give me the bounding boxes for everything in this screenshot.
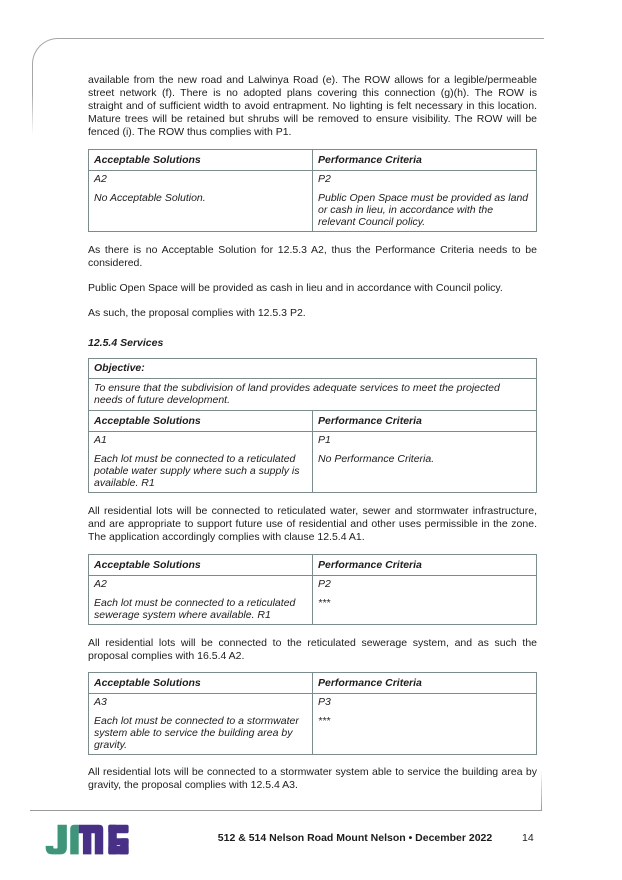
section-heading-services: 12.5.4 Services bbox=[88, 337, 164, 349]
sewerage-assessment-table bbox=[88, 554, 537, 625]
column-header-performance-criteria: Performance Criteria bbox=[313, 150, 537, 171]
footer-separator-line bbox=[30, 810, 542, 811]
solution-code: A2 bbox=[94, 173, 107, 185]
acceptable-solution-cell bbox=[89, 432, 313, 493]
performance-criteria-cell bbox=[313, 171, 537, 232]
acceptable-solution-cell bbox=[89, 171, 313, 232]
paragraph-water-infrastructure: All residential lots will be connected to reticulated water, sewer and stormwater infrastructure, and are appropriate to support future use of residential and other uses permissible in the zone. The application accordingly complies with clause 12.5.4 A1. bbox=[88, 505, 537, 543]
criteria-text: *** bbox=[318, 597, 331, 609]
page-number: 14 bbox=[522, 832, 534, 844]
footer-document-reference: 512 & 514 Nelson Road Mount Nelson • December 2022 bbox=[217, 832, 493, 844]
table-header-row bbox=[89, 150, 537, 171]
solution-text: Each lot must be connected to a stormwater system able to service the building area by gravity. bbox=[94, 715, 299, 751]
performance-criteria-cell bbox=[313, 576, 537, 625]
column-header-acceptable-solutions: Acceptable Solutions bbox=[89, 555, 313, 576]
performance-criteria-cell bbox=[313, 694, 537, 755]
page-frame-right-border bbox=[541, 770, 542, 810]
paragraph-pos-cash-in-lieu: Public Open Space will be provided as cash in lieu and in accordance with Council policy. bbox=[88, 282, 503, 294]
page-content bbox=[88, 74, 537, 792]
solution-code: A3 bbox=[94, 696, 107, 708]
criteria-code: P1 bbox=[318, 434, 331, 446]
criteria-text: *** bbox=[318, 715, 331, 727]
jmg-logo bbox=[44, 821, 132, 859]
objective-text-row bbox=[89, 379, 537, 411]
services-objective-table bbox=[88, 358, 537, 493]
stormwater-assessment-table bbox=[88, 672, 537, 755]
jmg-logo-letter-j bbox=[46, 825, 67, 855]
column-header-acceptable-solutions: Acceptable Solutions bbox=[89, 150, 313, 171]
column-header-performance-criteria: Performance Criteria bbox=[313, 411, 537, 432]
solution-text: Each lot must be connected to a reticulated potable water supply where such a supply is available. R1 bbox=[94, 453, 300, 489]
criteria-code: P2 bbox=[318, 173, 331, 185]
solution-code: A1 bbox=[94, 434, 107, 446]
objective-label: Objective: bbox=[89, 359, 537, 379]
table-header-row bbox=[89, 411, 537, 432]
column-header-acceptable-solutions: Acceptable Solutions bbox=[89, 673, 313, 694]
column-header-performance-criteria: Performance Criteria bbox=[313, 555, 537, 576]
pos-assessment-table bbox=[88, 149, 537, 232]
solution-text: Each lot must be connected to a reticulated sewerage system where available. R1 bbox=[94, 597, 296, 621]
acceptable-solution-cell bbox=[89, 694, 313, 755]
criteria-code: P2 bbox=[318, 578, 331, 590]
paragraph-sewerage-compliance: All residential lots will be connected to the reticulated sewerage system, and as such the proposal complies with 16.5.4 A2. bbox=[88, 637, 537, 662]
criteria-text: Public Open Space must be provided as land or cash in lieu, in accordance with the relevant Council policy. bbox=[318, 192, 529, 228]
objective-label-row bbox=[89, 359, 537, 379]
page-frame-left-border bbox=[32, 93, 33, 135]
table-header-row bbox=[89, 555, 537, 576]
table-body-row bbox=[89, 694, 537, 755]
criteria-code: P3 bbox=[318, 696, 331, 708]
performance-criteria-cell bbox=[313, 432, 537, 493]
objective-text: To ensure that the subdivision of land provides adequate services to meet the projected needs of future development. bbox=[89, 379, 537, 411]
table-body-row bbox=[89, 171, 537, 232]
table-header-row bbox=[89, 673, 537, 694]
paragraph-complies-p2: As such, the proposal complies with 12.5.3 P2. bbox=[88, 307, 306, 319]
paragraph-no-acceptable-solution: As there is no Acceptable Solution for 12.5.3 A2, thus the Performance Criteria needs to be considered. bbox=[88, 244, 537, 269]
solution-text: No Acceptable Solution. bbox=[94, 192, 206, 204]
paragraph-stormwater-compliance: All residential lots will be connected to a stormwater system able to service the building area by gravity, the proposal complies with 12.5.4 A3. bbox=[88, 766, 537, 791]
table-body-row bbox=[89, 432, 537, 493]
intro-paragraph: available from the new road and Lalwinya Road (e). The ROW allows for a legible/permeable street network (f). There is no adopted plans covering this connection (g)(h). The ROW is straight and of sufficient width to avoid entrapment. No lighting is felt necessary in this location. Mature trees will be retained but shrubs will be removed to ensure visibility. The ROW will be fenced (i). The ROW thus complies with P1. bbox=[88, 74, 537, 138]
jmg-logo-letter-m bbox=[70, 825, 103, 855]
table-body-row bbox=[89, 576, 537, 625]
jmg-logo-letter-g bbox=[108, 825, 128, 855]
acceptable-solution-cell bbox=[89, 576, 313, 625]
column-header-acceptable-solutions: Acceptable Solutions bbox=[89, 411, 313, 432]
criteria-text: No Performance Criteria. bbox=[318, 453, 435, 465]
column-header-performance-criteria: Performance Criteria bbox=[313, 673, 537, 694]
solution-code: A2 bbox=[94, 578, 107, 590]
